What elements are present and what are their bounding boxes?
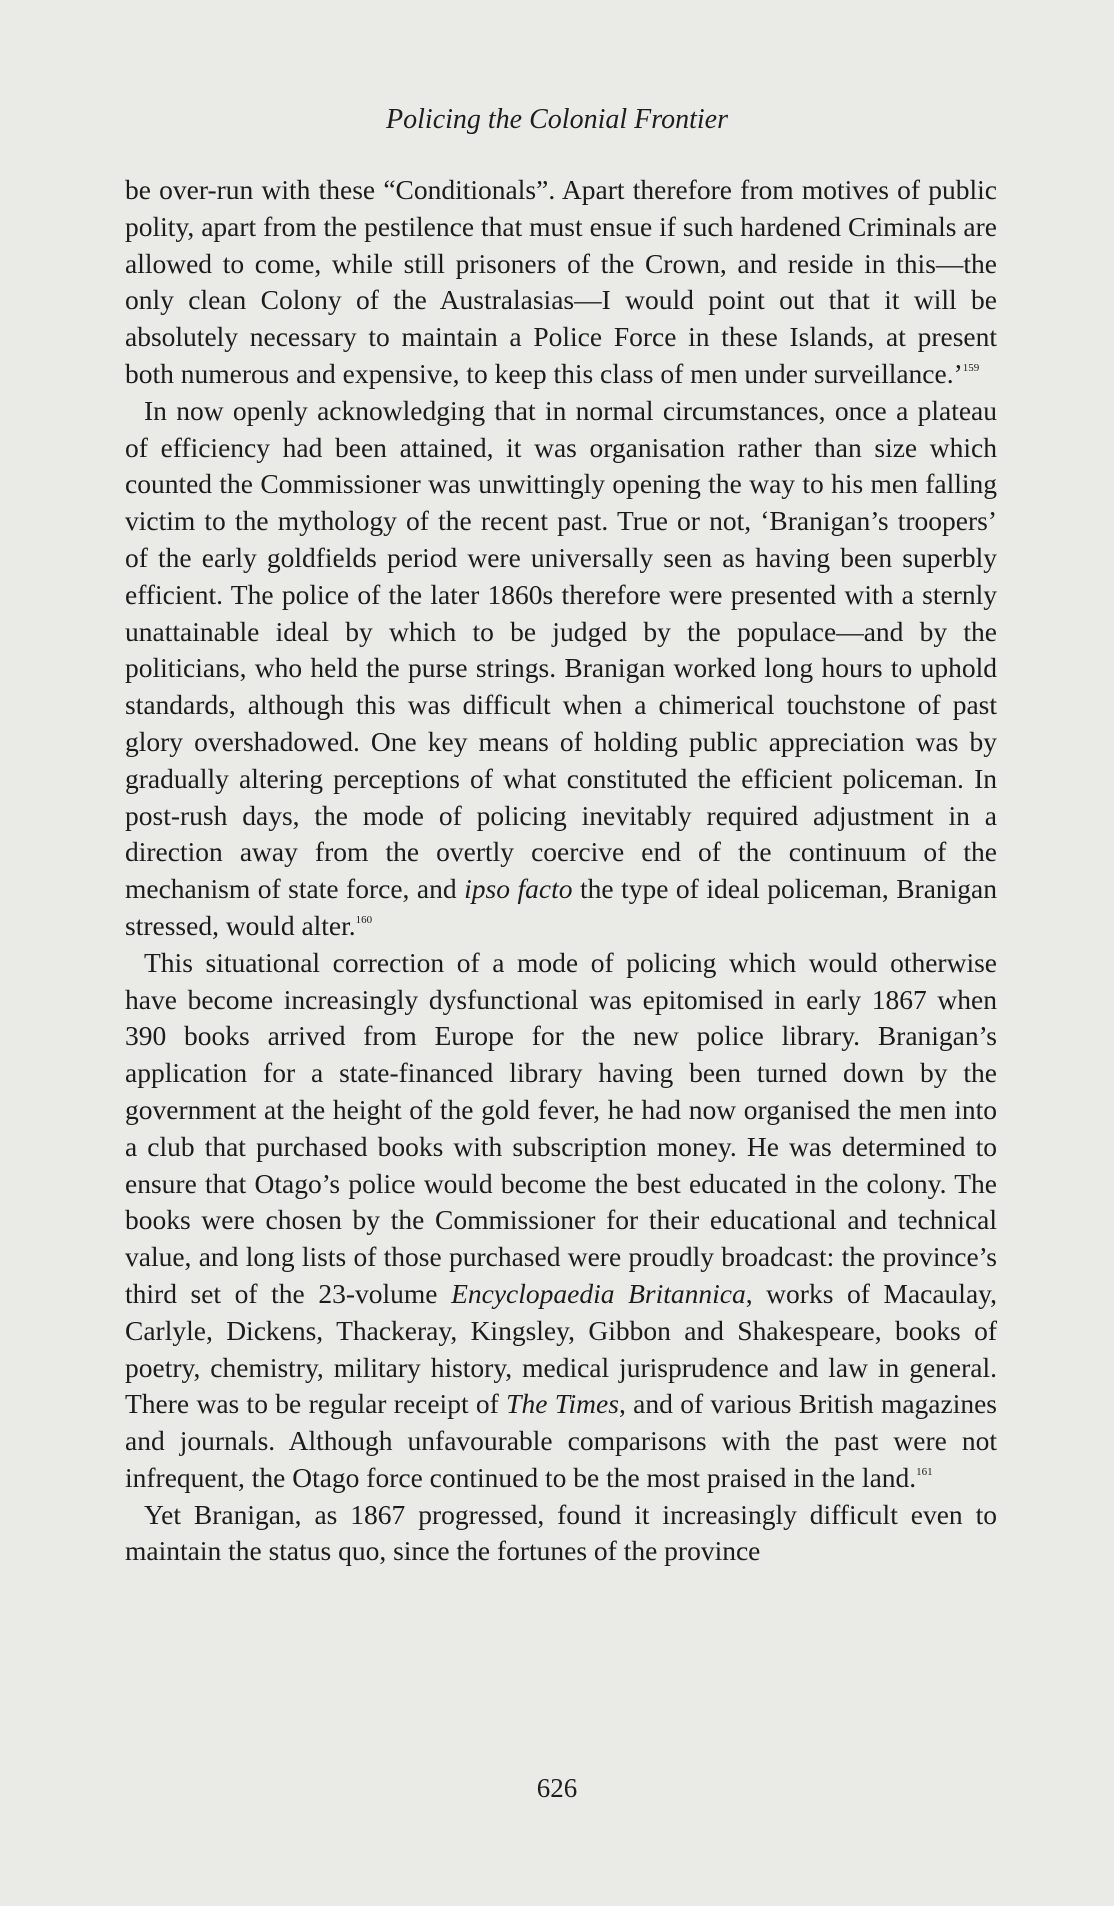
text-run: the type of ideal policeman, Branigan stressed, would alter. [125, 873, 997, 941]
text-run: This situational correction of a mode of policing which would otherwise have become increasingly dysfunctional was epitomised in early 1867 when 390 books arrived from Europe for the new police library. Branigan’s application for a state-financed library having been turned down by the government at the height of the gold fever, he had now organised the men into a club that purchased books with subscription money. He was determined to ensure that Otago’s police would become the best educated in the colony. The books were chosen by the Commissioner for their educational and technical value, and long lists of those purchased were proudly broadcast: the province’s third set of the 23-volume [125, 946, 997, 1309]
text-run: , works of Macaulay, Carlyle, Dickens, Thackeray, Kingsley, Gibbon and Shakespeare, books of poetry, chemistry, military history, medical jurisprudence and law in general. There was to be regular receipt of [125, 1277, 997, 1420]
italic-title: The Times [506, 1388, 619, 1420]
italic-title: Encyclopaedia Britannica [451, 1277, 746, 1309]
footnote-ref-159: 159 [962, 361, 980, 374]
footnote-ref-161: 161 [916, 1465, 933, 1478]
paragraph-3 [125, 945, 997, 1497]
text-run: In now openly acknowledging that in normal circumstances, once a plateau of efficiency had been attained, it was organisation rather than size which counted the Commissioner was unwittingly opening the way to his men falling victim to the mythology of the recent past. True or not, ‘Branigan’s troopers’ of the early goldfields period were universally seen as having been superbly efficient. The police of the later 1860s therefore were presented with a sternly unattainable ideal by which to be judged by the populace—and by the politicians, who held the purse strings. Branigan worked long hours to uphold standards, although this was difficult when a chimerical touchstone of past glory overshadowed. One key means of holding public appreciation was by gradually altering perceptions of what constituted the efficient policeman. In post-rush days, the mode of policing inevitably required adjustment in a direction away from the overtly coercive end of the continuum of the mechanism of state force, and [125, 394, 997, 905]
page-number: 626 [536, 1773, 578, 1803]
text-run: , and of various British magazines and journals. Although unfavourable comparisons with the past were not infrequent, the Otago force continued to be the most praised in the land. [125, 1388, 998, 1493]
footnote-ref-160: 160 [355, 913, 373, 926]
paragraph-2 [125, 393, 997, 945]
paragraph-1 [125, 172, 997, 393]
text-run: Yet Branigan, as 1867 progressed, found it increasingly difficult even to maintain the status quo, since the fortunes of the province [125, 1498, 997, 1567]
paragraph-4 [125, 1497, 997, 1571]
italic-term: ipso facto [464, 873, 573, 905]
text-run: be over-run with these “Conditionals”. Apart therefore from motives of public polity, apart from the pestilence that must ensue if such hardened Criminals are allowed to come, while still prisoners of the Crown, and reside in this—the only clean Colony of the Australasias—I would point out that it will be absolutely necessary to maintain a Police Force in these Islands, at present both numerous and expensive, to keep this class of men under surveillance.’ [125, 174, 997, 389]
body-text [125, 172, 997, 1570]
running-head: Policing the Colonial Frontier [386, 104, 728, 135]
